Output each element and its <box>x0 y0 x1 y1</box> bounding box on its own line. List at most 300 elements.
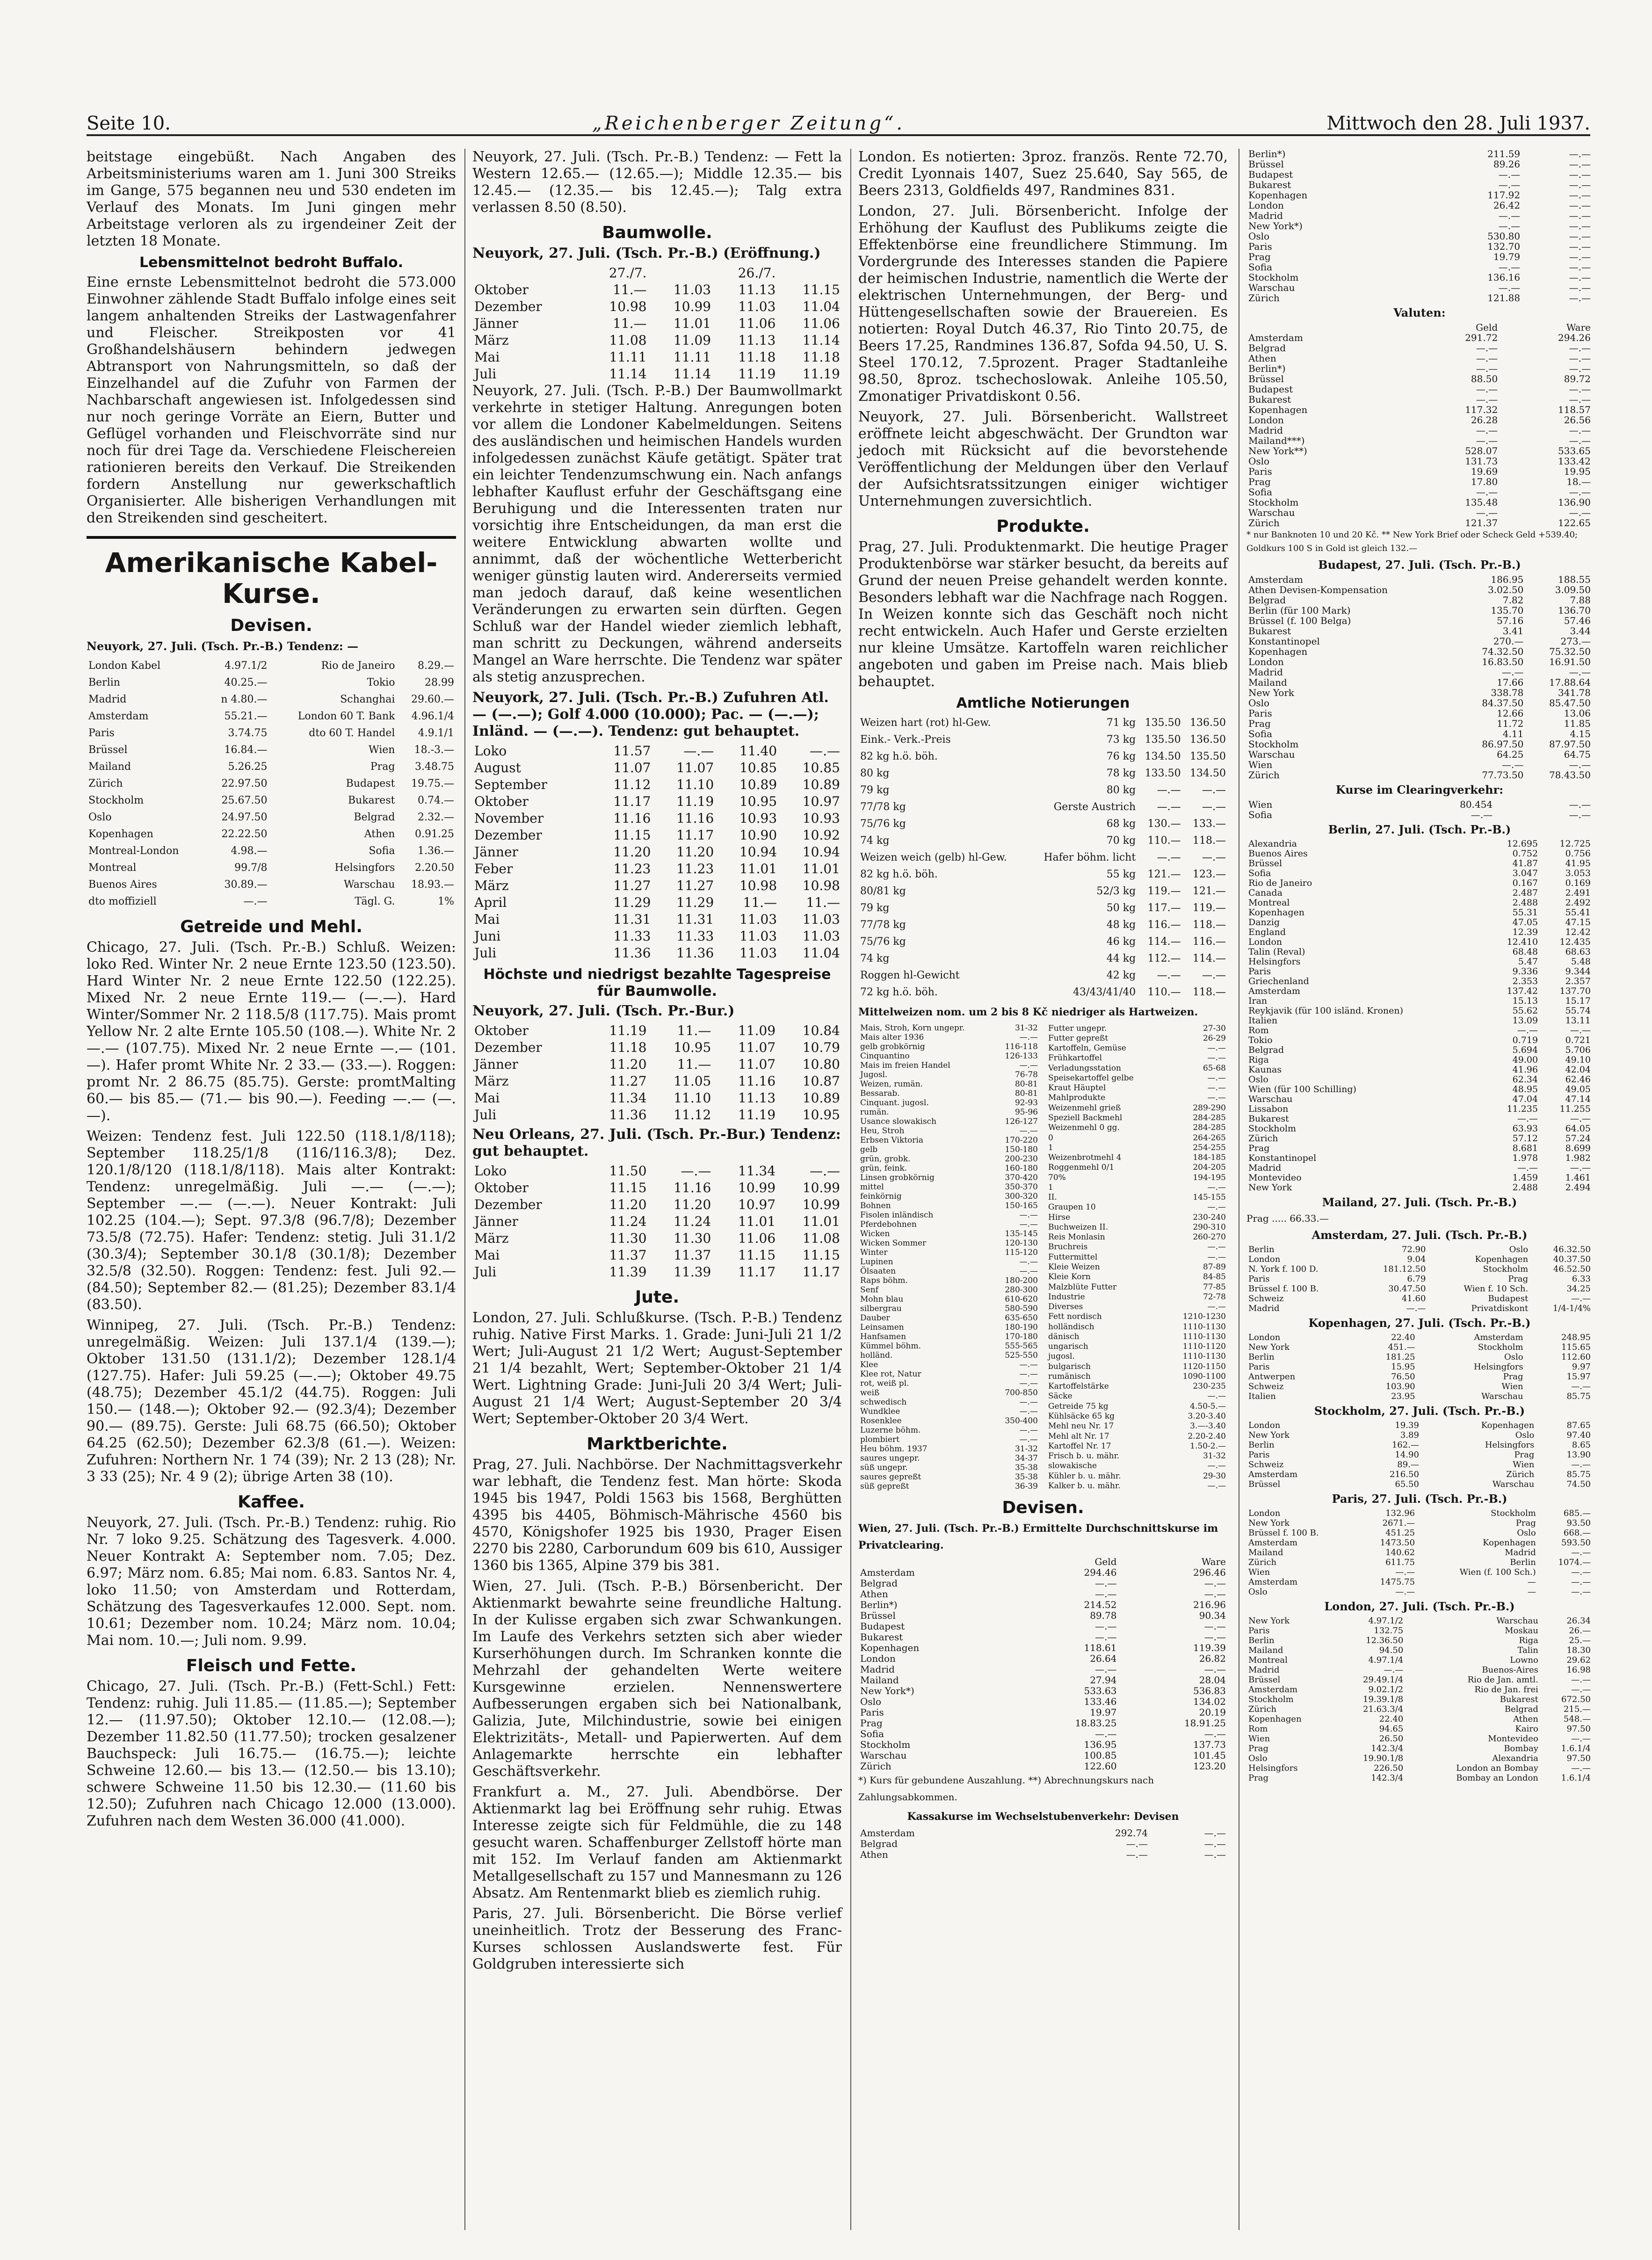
table-cell: 76 kg <box>1106 751 1136 762</box>
table-row <box>858 1739 1228 1750</box>
table-cell: 18.91.25 <box>1184 1717 1226 1729</box>
table-row <box>1246 1645 1593 1655</box>
table-cell: New York <box>1248 1182 1292 1193</box>
table-cell: New York <box>1248 1518 1290 1528</box>
table-row <box>1046 1242 1228 1252</box>
table-cell: 536.83 <box>1193 1685 1226 1696</box>
preise-table-left <box>858 1023 1040 1491</box>
table-row <box>1246 241 1593 252</box>
table-cell: —.— <box>1019 1033 1038 1042</box>
table-cell: 5.48 <box>1571 956 1591 967</box>
table-cell: 46.32.50 <box>1553 1245 1591 1254</box>
table-cell: Dauber <box>860 1313 890 1323</box>
london-table <box>1246 1616 1593 1783</box>
table-cell: 79 kg <box>860 902 890 914</box>
table-row <box>1246 1538 1593 1548</box>
table-row <box>472 827 842 844</box>
table-cell: 150-180 <box>1005 1145 1038 1154</box>
table-row <box>1246 1460 1593 1470</box>
table-row <box>1046 1272 1228 1282</box>
table-cell: 74.50 <box>1566 1479 1591 1489</box>
table-cell: Mehl alt Nr. 17 <box>1048 1431 1109 1441</box>
table-cell: 11.37 <box>674 1247 711 1263</box>
table-cell: 533.63 <box>1084 1685 1117 1696</box>
table-cell: —.— <box>1019 1061 1038 1070</box>
table-cell: Montreal-London <box>88 845 179 857</box>
table-cell: —.— <box>1498 210 1521 221</box>
table-row <box>858 1164 1040 1173</box>
table-cell: 611.75 <box>1385 1557 1415 1567</box>
table-row <box>1246 947 1593 957</box>
table-cell: 136.16 <box>1487 272 1521 283</box>
table-cell: 700-850 <box>1005 1388 1038 1398</box>
table-cell: holländ. <box>860 1351 893 1360</box>
table-cell: Bukarest <box>1248 625 1291 637</box>
getreide-reports <box>87 939 456 1485</box>
table-cell: 137.70 <box>1559 986 1591 996</box>
table-cell: Weizenmehl 0 gg. <box>1048 1123 1120 1133</box>
table-cell: 95-96 <box>1014 1108 1038 1117</box>
table-cell: —.— <box>1517 1163 1538 1173</box>
table-cell: Buenos Aires <box>1248 848 1308 859</box>
fleisch-report: Chicago, 27. Juli. (Tsch. Pr.-B.) (Fett-Schl.) Fett: Tendenz: ruhig. Juli 11.85.— (11.85.—); September 12.— (11.97.50); Oktober 12.10.— (12.08.—); Dezember 11.82.50 (11.77.50); trocken gesalzener Bauchspeck: Juli 16.75.— (16.75.—); leichte Schweine 12.60.— bis 13.— (12.50.— bis 13.10); schwere Schweine 11.50 bis 12.30.— (11.60 bis 12.50); Zufuhren nach Chicago 12.000 (13.000). Zufuhren nach dem Westen 36.000 (41.000). <box>87 1678 456 1829</box>
table-cell: London <box>860 1653 896 1664</box>
table-cell: Paris <box>1248 1450 1270 1460</box>
table-cell: 72-78 <box>1203 1292 1226 1302</box>
table-row <box>1046 1173 1228 1182</box>
table-cell: 18.— <box>1566 476 1591 487</box>
table-cell: Warschau <box>860 1750 907 1761</box>
table-cell: Amsterdam <box>1248 1577 1298 1587</box>
table-cell: 11.16 <box>676 811 714 826</box>
table-cell: —.— <box>1204 1849 1226 1860</box>
table-cell: Oslo <box>1248 1587 1268 1597</box>
table-cell: 34.25 <box>1566 1284 1591 1294</box>
table-row <box>472 1090 842 1107</box>
table-cell: Hirse <box>1048 1212 1071 1222</box>
table-cell: 1473.50 <box>1380 1538 1415 1548</box>
table-cell: Riga <box>1519 1636 1538 1645</box>
table-row <box>87 843 456 860</box>
table-cell: New York <box>1248 1430 1290 1440</box>
table-cell: 89.78 <box>1090 1610 1117 1621</box>
table-row <box>858 799 1228 816</box>
table-cell: Budapest <box>860 1621 905 1632</box>
table-cell: 180-200 <box>1005 1276 1038 1285</box>
table-row <box>858 1398 1040 1407</box>
table-cell: Berlin <box>88 677 120 688</box>
table-row <box>1246 1026 1593 1036</box>
column-rule <box>464 149 465 2230</box>
table-cell: 74.32.50 <box>1482 646 1524 657</box>
table-cell: 65-68 <box>1203 1063 1226 1073</box>
table-cell: —.— <box>1569 384 1591 395</box>
table-cell: 11.15 <box>738 1247 776 1263</box>
table-cell: 3.—-3.40 <box>1190 1421 1226 1431</box>
table-cell: Mai <box>474 912 500 927</box>
table-cell: 57.24 <box>1565 1133 1591 1144</box>
table-cell: 11.18 <box>802 349 840 365</box>
table-row <box>858 1220 1040 1229</box>
table-row <box>858 900 1228 917</box>
table-cell: 118.— <box>1193 986 1226 998</box>
table-cell: 672.50 <box>1561 1695 1591 1704</box>
table-cell: 11.24 <box>674 1214 711 1229</box>
table-cell: —.— <box>1569 220 1591 232</box>
table-row <box>858 1567 1228 1578</box>
table-cell: Sofia <box>860 1728 884 1739</box>
table-row <box>858 1360 1040 1369</box>
table-row <box>1246 272 1593 282</box>
table-cell: —.— <box>810 743 840 759</box>
table-cell: Ölsaaten <box>860 1267 896 1276</box>
table-cell: 150-165 <box>1005 1201 1038 1210</box>
table-cell: 10.99 <box>673 299 711 314</box>
table-row <box>858 1079 1040 1089</box>
table-row <box>1046 1113 1228 1123</box>
table-cell: 186.95 <box>1491 574 1524 585</box>
table-cell: —.— <box>1569 282 1591 293</box>
table-cell: 131.73 <box>1465 456 1498 467</box>
table-row <box>858 1407 1040 1416</box>
table-cell: Bukarest <box>348 795 395 806</box>
table-cell: 133.42 <box>1558 456 1591 467</box>
report-paragraph: Winnipeg, 27. Juli. (Tsch. Pr.-B.) Tendenz: unregelmäßig. Weizen: Juli 137.1/4 (139.—); Oktober 131.50 (131.1/2); Dezember 128.1/4 (127.75). Hafer: Juli 59.25 (—.—); Oktober 49.75 (48.75); Dezember 45.1/2 (44.75). Roggen: Juli 150.— (148.—); Oktober 92.— (92.3/4); Dezember 90.— (89.75). Gerste: Juli 68.75 (66.50); Oktober 64.25 (62.50); Dezember 62.3/8 (61.—). Weizen: Zufuhren: Northern Nr. 1 74 (39); Nr. 2 13 (28); Nr. 3 33 (25); Nr. 4 9 (2); übrige Arten 38 (10). <box>87 1317 456 1485</box>
table-cell: N. York f. 100 D. <box>1248 1264 1319 1274</box>
table-cell: 12.66 <box>1497 708 1524 719</box>
table-cell: Buchweizen II. <box>1048 1222 1109 1232</box>
table-row <box>1246 1685 1593 1695</box>
table-cell: 77/78 kg <box>860 919 906 931</box>
table-cell: 68 kg <box>1106 818 1136 830</box>
table-row <box>1246 1675 1593 1685</box>
table-row <box>1246 1362 1593 1372</box>
table-row <box>858 1098 1040 1108</box>
table-cell: 22.40 <box>1391 1333 1415 1342</box>
table-cell: Montevideo <box>1248 1173 1302 1183</box>
table-cell: Antwerpen <box>1248 1372 1296 1382</box>
table-cell: 10.95 <box>674 1040 711 1055</box>
table-row <box>858 816 1228 833</box>
table-cell: Oslo <box>1509 1245 1529 1254</box>
table-cell: 1 <box>1048 1143 1053 1152</box>
table-cell: Klee <box>860 1360 878 1369</box>
table-cell: —.— <box>1498 282 1521 293</box>
table-row <box>1246 810 1593 820</box>
table-cell: Malzblüte Futter <box>1048 1282 1117 1292</box>
report-paragraph: Prag, 27. Juli. Nachbörse. Der Nachmittagsverkehr war lebhaft, die Tendenz fest. Man hörte: Skoda 1945 bis 1947, Poldi 1563 bis 1568, Berghütten 4395 bis 4405, Böhmisch-Mährische 4560 bis 4570, Königshofer 1925 bis 1930, Prager Eisen 2270 bis 2280, Carborundum 609 bis 610, Aussiger 1360 bis 1365, Alpine 379 bis 381. <box>472 1456 842 1574</box>
table-caption: Neuyork, 27. Juli. (Tsch. Pr.-B.) Zufuhren Atl. — (—.—); Golf 4.000 (10.000); Pac. — (—.—); Inländ. — (—.—). Tendenz: gut behauptet. <box>472 689 829 739</box>
table-cell: 42.04 <box>1565 1065 1591 1075</box>
table-cell: Ware <box>1201 1556 1226 1567</box>
table-row <box>858 1435 1040 1444</box>
table-cell: Konstantinopel <box>1248 636 1320 647</box>
table-cell: Madrid <box>1248 666 1283 678</box>
table-cell: 25.— <box>1569 1636 1591 1645</box>
table-cell: 121.— <box>1147 869 1181 880</box>
table-cell: 1110-1120 <box>1182 1342 1226 1352</box>
table-row <box>1246 1567 1593 1577</box>
table-row <box>858 1295 1040 1304</box>
table-cell: 11.20 <box>676 844 714 860</box>
table-row <box>1246 1183 1593 1193</box>
table-cell: —.— <box>1095 1578 1117 1589</box>
table-cell: 133.46 <box>1084 1696 1117 1707</box>
table-cell: 47.14 <box>1565 1094 1591 1104</box>
table-cell: Wien <box>1513 1460 1535 1470</box>
table-cell: Leinsamen <box>860 1323 904 1332</box>
table-cell: 12.42 <box>1565 927 1591 937</box>
table-cell: 10.87 <box>802 1073 840 1089</box>
table-cell: Berlin <box>1248 1440 1275 1450</box>
table-row <box>1046 1382 1228 1391</box>
table-row <box>858 917 1228 934</box>
table-row <box>858 1285 1040 1295</box>
table-row <box>1246 1333 1593 1342</box>
table-cell: 1210-1230 <box>1182 1312 1226 1322</box>
table-row <box>1046 1401 1228 1411</box>
table-cell: Sofia <box>1248 728 1273 739</box>
table-cell: —.— <box>1569 148 1591 159</box>
table-cell: Sofia <box>1248 261 1273 273</box>
table-row <box>1046 1451 1228 1461</box>
table-row <box>858 765 1228 782</box>
table-row <box>87 860 456 876</box>
table-cell: 55 kg <box>1106 869 1136 880</box>
table-cell: 10.85 <box>802 760 840 775</box>
table-note: *) Kurs für gebundene Auszahlung. **) Abrechnungskurs nach Zahlungsabkommen. <box>858 1775 1154 1803</box>
table-row <box>858 1444 1040 1454</box>
table-cell: Dezember <box>474 1040 542 1055</box>
table-cell: Klee rot, Natur <box>860 1369 921 1379</box>
table-cell: 47.04 <box>1512 1094 1538 1104</box>
table-cell: Säcke <box>1048 1391 1072 1401</box>
table-cell: 18.83.25 <box>1075 1717 1117 1729</box>
table-row <box>1246 859 1593 869</box>
table-row <box>1046 1073 1228 1083</box>
table-cell: —.— <box>1095 1621 1117 1632</box>
baumwolle-table-1 <box>472 265 842 383</box>
table-cell: 160-180 <box>1005 1164 1038 1173</box>
table-cell: 2.488 <box>1512 1182 1538 1193</box>
table-cell: —.— <box>1498 220 1521 232</box>
table-cell: —.— <box>1569 210 1591 221</box>
table-cell: 119.— <box>1193 902 1226 914</box>
table-cell: 13.09 <box>1512 1015 1538 1026</box>
table-row <box>472 315 842 332</box>
table-caption: Neuyork, 27. Juli. (Tsch. Pr.-Bur.) <box>472 1003 735 1019</box>
table-row <box>1246 1134 1593 1144</box>
table-cell: 11.08 <box>609 333 647 348</box>
table-cell: Brüssel <box>1248 1675 1281 1685</box>
table-cell: 145-155 <box>1193 1193 1226 1202</box>
table-cell: Talin (Reval) <box>1248 947 1305 957</box>
table-cell: London <box>1248 1254 1281 1264</box>
table-row <box>858 1828 1228 1839</box>
table-cell: Kopenhagen <box>88 828 153 840</box>
table-row <box>858 984 1228 1001</box>
table-cell: 0.719 <box>1512 1035 1538 1045</box>
table-cell: —.— <box>1207 1083 1226 1093</box>
table-cell: 1.36.— <box>418 845 454 857</box>
table-cell: 11.03 <box>802 912 840 927</box>
table-cell: Berlin*) <box>1248 148 1286 159</box>
table-cell: 11.07 <box>738 1057 776 1072</box>
table-cell: 291.72 <box>1465 332 1498 343</box>
table-row <box>472 332 842 349</box>
table-row <box>858 1061 1040 1070</box>
table-row <box>858 1154 1040 1164</box>
table-cell: 1.461 <box>1565 1173 1591 1183</box>
table-cell: 11.18 <box>738 349 776 365</box>
page-header <box>87 105 1590 136</box>
table-cell: —.— <box>1157 852 1181 863</box>
table-row <box>1246 1055 1593 1065</box>
table-row <box>1046 1023 1228 1033</box>
table-row <box>858 1664 1228 1675</box>
table-row <box>1046 1133 1228 1143</box>
table-cell: grün, grobk. <box>860 1154 911 1164</box>
table-cell: 0.74.— <box>418 795 454 806</box>
table-cell: 593.50 <box>1561 1538 1591 1548</box>
table-cell: 15.95 <box>1391 1362 1415 1372</box>
table-cell: 10.97 <box>738 1197 776 1212</box>
table-cell: 10.99 <box>738 1180 776 1195</box>
table-cell: 2.492 <box>1565 898 1591 908</box>
table-row <box>1246 869 1593 878</box>
table-cell: London an Bombay <box>1456 1763 1538 1773</box>
table-row <box>472 1073 842 1090</box>
table-title: Höchste und niedrigst bezahlte Tagespreise für Baumwolle. <box>483 966 831 1000</box>
table-row <box>87 826 456 843</box>
table-cell: 11.29 <box>613 895 651 910</box>
table-cell: 230-235 <box>1193 1382 1226 1391</box>
table-row <box>1246 1518 1593 1528</box>
table-cell: Paris <box>1248 241 1272 252</box>
table-row <box>1246 957 1593 967</box>
table-cell: 19.75.— <box>411 778 454 790</box>
table-cell: —.— <box>1501 759 1524 770</box>
table-cell: 79 kg <box>860 784 890 796</box>
table-cell: Sofia <box>1248 868 1271 878</box>
table-cell: 10.94 <box>739 844 777 860</box>
table-row <box>1246 507 1593 518</box>
table-row <box>1046 1312 1228 1322</box>
table-cell: —.— <box>1204 1728 1226 1739</box>
subsection-title: Jute. <box>635 1288 680 1307</box>
table-cell: Oslo <box>1248 231 1270 242</box>
table-row <box>858 1108 1040 1117</box>
table-cell: Prag <box>1515 1518 1536 1528</box>
table-cell: —.— <box>1569 169 1591 180</box>
table-cell: 11.72 <box>1497 718 1524 729</box>
table-cell: 204-205 <box>1193 1163 1226 1173</box>
table-cell: 17.80 <box>1471 476 1498 487</box>
table-cell: Paris <box>1248 1274 1270 1284</box>
table-row <box>1246 446 1593 456</box>
table-cell: 16.84.— <box>224 744 268 756</box>
table-row <box>858 732 1228 748</box>
table-row <box>858 1653 1228 1664</box>
table-cell: Jänner <box>474 1057 518 1072</box>
table-cell: —.— <box>1571 1587 1591 1597</box>
table-row <box>858 1600 1228 1610</box>
table-cell: 11.27 <box>676 878 714 893</box>
table-cell: 18.-3.— <box>414 744 454 756</box>
table-row <box>1246 688 1593 698</box>
table-cell: 114.— <box>1193 953 1226 964</box>
table-row <box>1246 1016 1593 1026</box>
table-cell: Amsterdam <box>88 710 149 722</box>
table-cell: slowakische <box>1048 1461 1097 1471</box>
table-row <box>1246 1372 1593 1382</box>
table-cell: 1110-1130 <box>1182 1332 1226 1341</box>
table-cell: Mailand <box>1248 1645 1283 1655</box>
report-paragraph: Weizen: Tendenz fest. Juli 122.50 (118.1/8/118); September 118.25/1/8 (116/116.3/8); Dez. 120.1/8/120 (118.1/8/118). Mais alter Kontrakt: Tendenz: unregelmäßig. Juli —.— (—.—); September —.— (—.—). Neuer Kontrakt: Juli 102.25 (104.—); Sept. 97.3/8 (96.7/8); Dezember 73.5/8 (72.75). Hafer: Tendenz: stetig. Juli 31.1/2 (30.3/4); September 30.1/8 (30.1/8); Dezember 32.5/8 (32.50). Roggen: Tendenz: fest. Juli 92.— (84.50); September 82.— (81.25); Dezember 83.1/4 (83.50). <box>87 1128 456 1313</box>
table-cell: 118.61 <box>1084 1642 1117 1653</box>
table-cell: Feber <box>474 861 513 876</box>
table-cell: Prag <box>1248 1773 1268 1783</box>
table-cell: 10.98 <box>739 878 777 893</box>
table-cell: Dezember <box>474 827 542 843</box>
table-cell: 270.— <box>1493 636 1524 647</box>
table-cell: 294.46 <box>1084 1567 1117 1578</box>
table-cell: Kühler b. u. mähr. <box>1048 1471 1121 1481</box>
table-cell: Sofia <box>1248 809 1273 820</box>
table-cell: 110.— <box>1147 835 1181 847</box>
table-cell: 80-81 <box>1014 1079 1038 1089</box>
table-cell: Zürich <box>1248 1557 1277 1567</box>
table-cell: Bruchreis <box>1048 1242 1088 1252</box>
table-cell: 75.32.50 <box>1549 646 1591 657</box>
table-cell: 122.65 <box>1558 517 1591 529</box>
table-cell: 5.26.25 <box>228 761 268 773</box>
table-row <box>858 1042 1040 1051</box>
table-cell: Kopenhagen <box>1248 1714 1302 1724</box>
table-cell: 3.053 <box>1565 868 1591 878</box>
table-cell: Frisch b. u. mähr. <box>1048 1451 1120 1461</box>
table-cell: Raps böhm. <box>860 1276 908 1285</box>
table-row <box>1246 729 1593 739</box>
table-cell: Kleie Weizen <box>1048 1262 1100 1272</box>
table-cell: Mailand***) <box>1248 435 1305 446</box>
table-cell: —.— <box>1476 425 1498 436</box>
table-caption: Neuyork, 27. Juli. (Tsch. Pr.-B.) (Eröffnung.) <box>472 245 821 261</box>
table-cell: 74 kg <box>860 835 890 847</box>
table-cell: Kartoffel Nr. 17 <box>1048 1441 1111 1451</box>
table-cell: 26.56 <box>1564 414 1591 426</box>
table-cell: 9.97 <box>1572 1362 1591 1372</box>
table-cell: 42 kg <box>1106 970 1136 981</box>
table-cell: 93.50 <box>1566 1518 1591 1528</box>
table-cell: 49.10 <box>1565 1055 1591 1065</box>
table-cell: London Kabel <box>88 660 161 672</box>
table-cell: 10.89 <box>802 777 840 792</box>
table-row <box>1246 497 1593 507</box>
table-cell: Warschau <box>1492 1479 1535 1489</box>
table-row <box>858 1332 1040 1341</box>
table-row <box>858 1578 1228 1589</box>
table-cell: —.— <box>1476 394 1498 405</box>
table-cell: 85.75 <box>1566 1470 1591 1479</box>
table-row <box>1046 1222 1228 1232</box>
table-row <box>1246 293 1593 303</box>
table-cell: 1.50-2.— <box>1190 1441 1226 1451</box>
table-cell: 44 kg <box>1106 953 1136 964</box>
table-cell: New York*) <box>1248 220 1303 232</box>
table-cell: 40.37.50 <box>1553 1254 1591 1264</box>
table-cell: 3.41 <box>1502 625 1524 637</box>
